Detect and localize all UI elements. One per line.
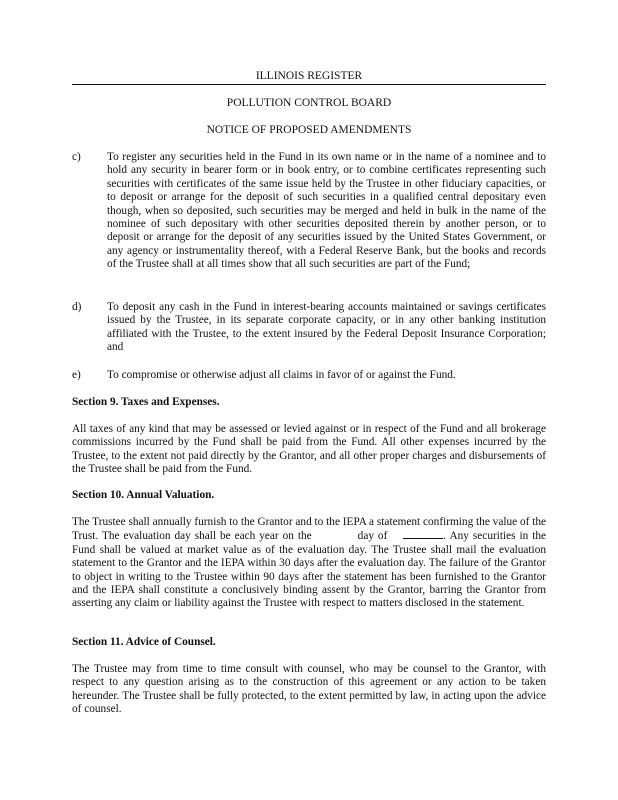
section-10-text-c: . [443,530,447,543]
item-c-text: To register any securities held in the Fund in its own name or in the name of a nominee and to hold any security in bearer form or in book entry, or to combine certificates representing such securities with certificates of the same issue held by the Trustee in other fiduciary capacities, or to deposit or arrange for the deposit of such securities in a qualified central depositary even though, when so deposited, such securities may be merged and held in bulk in the name of the nominee of such depositary with other securities deposited therein by another person, or to deposit or arrange for the deposit of any securities issued by the United States Government, or any agency or instrumentality thereof, with a Federal Reserve Bank, but the books and records of the Trustee shall at all times show that all such securities are part of the Fund; [107,151,546,271]
item-c-label: c) [72,151,81,163]
item-d [72,301,546,355]
section-9-text: All taxes of any kind that may be assessed or levied against or in respect of the Fund and all brokerage commissions incurred by the Fund shall be paid from the Fund. All other expenses incurred by the Trustee, to the extent not paid directly by the Grantor, and all other proper charges and disbursements of the Trustee shall be paid from the Fund. [72,423,546,476]
item-e-label: e) [72,369,81,381]
section-11-text: The Trustee may from time to time consult with counsel, who may be counsel to the Grantor, with respect to any question arising as to the construction of this agreement or any action to be taken hereunder. The Trustee shall be fully protected, to the extent permitted by law, in acting upon the advice of counsel. [72,663,546,716]
item-d-label: d) [72,301,82,313]
section-10-text [72,516,546,611]
item-e-text: To compromise or otherwise adjust all claims in favor of or against the Fund. [107,369,456,381]
notice-title: NOTICE OF PROPOSED AMENDMENTS [206,124,412,136]
item-d-text: To deposit any cash in the Fund in interest-bearing accounts maintained or savings certificates issued by the Trustee, in its separate corporate capacity, or in any other banking institution affiliated with the Trustee, to the extent insured by the Federal Deposit Insurance Corporation; and [107,301,546,354]
section-10-text-d: Any securities in the Fund shall be valued at market value as of the evaluation day. The Trustee shall mail the evaluation statement to the Grantor and the IEPA within 30 days after the evaluation day. The failure of the Grantor to object in writing to the Trustee within 90 days after the statement has been furnished to the Grantor and the IEPA shall constitute a conclusively binding assent by the Grantor, barring the Grantor from asserting any claim or liability against the Trustee with respect to matters disclosed in the statement. [72,530,547,610]
month-blank [403,529,443,539]
section-10-heading: Section 10. Annual Valuation. [72,489,215,501]
section-10-text-a: The Trustee shall annually furnish to the Grantor and to the IEPA a statement confirming the value of the Trust. The evaluation day shall be each year on the [72,516,546,543]
item-e [72,369,546,382]
section-11-heading: Section 11. Advice of Counsel. [72,636,216,648]
board-title: POLLUTION CONTROL BOARD [226,97,392,109]
section-10-text-b: day of [357,530,388,543]
item-c [72,151,546,272]
section-9-heading: Section 9. Taxes and Expenses. [72,396,220,408]
register-title: ILLINOIS REGISTER [72,70,546,85]
